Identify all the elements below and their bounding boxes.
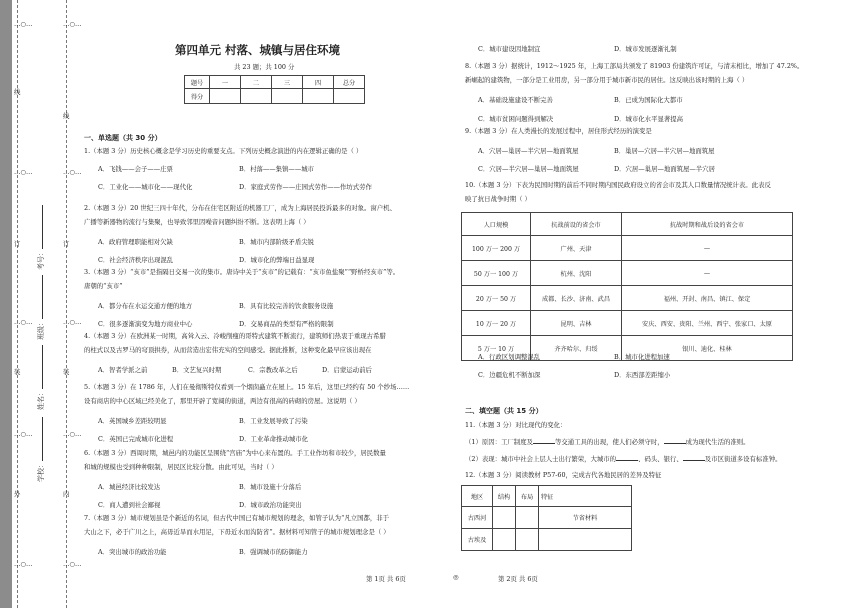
table-header: 特征: [539, 486, 632, 507]
table-row: [462, 311, 793, 336]
option[interactable]: C．城市贫困问题得到解决: [478, 115, 554, 123]
table-header: 结构: [493, 486, 516, 507]
outer-mark: …○…: [14, 168, 33, 176]
outer-mark: 装: [14, 368, 21, 376]
question-3: [84, 265, 400, 328]
table-cell: 10 万一 20 万: [462, 311, 531, 336]
table-row: [462, 236, 793, 261]
table-cell: 古西河: [462, 507, 493, 529]
option[interactable]: A．都分布在水运交通方便的地方: [98, 302, 193, 310]
table-row: [462, 507, 632, 529]
table-cell: 广州、天津: [531, 236, 622, 261]
table-header-row: [462, 486, 632, 507]
question-text: 2.（本题 3 分）20 世纪三四十年代，分布在住宅区附近的机器工厂，成为上海居民投诉最多的对象。窗户机、: [84, 204, 396, 212]
exam-number-field[interactable]: 考号：: [36, 205, 46, 270]
question-text: 大山之下，必于广川之上，高毋近旱而水用足，下毋近水而沟防省”。据材料可知管子的城市规划理念是（ ）: [84, 528, 390, 536]
option[interactable]: D．工业革命推动城市化: [239, 435, 309, 443]
question-text: 映了抗日战争时期（ ）: [465, 195, 531, 203]
inner-mark: 装: [63, 368, 70, 376]
name-field[interactable]: 姓名：: [36, 345, 46, 410]
question-text: 设有商店的中心区域已经美化了，那里开辟了宽阔的街道，两边有很高的砖砌的房屋。这说明（ ）: [84, 397, 361, 405]
score-col: 总分: [334, 76, 365, 89]
table-header: 地区: [462, 486, 493, 507]
question-1: [84, 144, 372, 191]
page-title: 第四单元 村落、城镇与居住环境: [175, 43, 341, 57]
score-table: [184, 75, 365, 104]
inner-mark: 订: [63, 240, 70, 248]
option[interactable]: A．飞钱——会子——庄票: [98, 165, 173, 173]
table-cell[interactable]: [539, 529, 632, 551]
table-cell: 昆明、吉林: [531, 311, 622, 336]
table-cell: —: [622, 236, 793, 261]
option[interactable]: D．家庭式劳作——庄园式劳作——作坊式劳作: [239, 183, 372, 191]
inner-mark: 内: [63, 490, 70, 498]
question-text: 新崛起的建筑物，一部分是工业用房，另一部分用于城市新市民的居住。这反映出该时期的上海（ ）: [465, 76, 749, 84]
outer-mark: …○…: [14, 20, 33, 28]
table-header: 人口规模: [462, 213, 531, 236]
answer-blank[interactable]: [683, 454, 705, 461]
question-text: 3.（本题 3 分）“亥市”是指隔日交易一次的集市。唐诗中关于“亥市”的记载有：“亥市鱼盐聚”“野桥经亥市”等。: [84, 268, 400, 276]
table-cell: 安庆、西安、贵阳、兰州、西宁、张家口、太原: [622, 311, 793, 336]
table-cell: 古埃及: [462, 529, 493, 551]
question-text: 10.（本题 3 分）下表为民国时期的前后不同时期内国民政府设立的省会市及其人口数量情况统计表。此表反: [465, 181, 771, 189]
question-text: 5.（本题 3 分）在 1786 年，人们在曼彻斯特仅看到一个烟囱矗立在屋上。15 年后，这里已经约有 50 个纱场……: [84, 383, 410, 391]
table-cell[interactable]: [516, 529, 539, 551]
table-cell: 100 万一 200 万: [462, 236, 531, 261]
outer-marks: [14, 0, 33, 608]
question-8: [465, 59, 804, 123]
question-9: [465, 124, 715, 173]
option[interactable]: D．启蒙运动前后: [322, 366, 372, 374]
table-cell[interactable]: [516, 507, 539, 529]
option[interactable]: A．英国城乡差距较明显: [98, 417, 167, 425]
option[interactable]: B．工业发展导致了污染: [239, 417, 308, 425]
table-row: [462, 529, 632, 551]
table-row: [462, 261, 793, 286]
option[interactable]: B．村落——集镇——城市: [239, 165, 314, 173]
score-cell[interactable]: [303, 89, 334, 104]
table-cell[interactable]: [493, 529, 516, 551]
binding-gutter: [0, 0, 12, 608]
section-heading: 二、填空题（共 15 分）: [465, 407, 543, 415]
option[interactable]: D．城市化水平显著提高: [614, 115, 684, 123]
option[interactable]: D．城市发展逐渐礼制: [614, 45, 677, 53]
center-mark: ◎: [453, 573, 459, 581]
option[interactable]: A．城邑经济比较发达: [98, 483, 161, 491]
table-cell: 节省材料: [539, 507, 632, 529]
option[interactable]: D．城市化的弊端日益显现: [239, 256, 315, 264]
option[interactable]: C．很多逐渐演变为地方商业中心: [98, 320, 193, 328]
question-text: 4.（本题 3 分）在欧洲某一时期，高耸入云、冷峻削瘦的哥特式建筑不断流行，建筑师们热衷于重现古希腊: [84, 332, 386, 340]
dwelling-table: [461, 485, 632, 551]
option[interactable]: D．穴居—巢居—地面筑屋—半穴居: [614, 165, 715, 173]
option[interactable]: C．商人遭到社会鄙视: [98, 501, 161, 509]
question-text: 12.（本题 3 分）阅读教材 P57-60，完成古代各地民居的差异及特征: [465, 471, 662, 479]
option[interactable]: D．城市政治功能突出: [239, 501, 302, 509]
option[interactable]: B．城市化进程加速: [614, 353, 670, 361]
outer-mark: 订: [14, 240, 21, 248]
outer-mark: 线: [14, 88, 21, 96]
score-row-label: 得分: [185, 89, 210, 104]
answer-blank[interactable]: [616, 454, 638, 461]
table-cell: 银川、迪化、桂林: [622, 336, 793, 361]
outer-mark: …○…: [14, 318, 33, 326]
inner-mark: …○…: [63, 430, 82, 438]
score-col: 三: [272, 76, 303, 89]
score-col: 题号: [185, 76, 210, 89]
option[interactable]: A．智者学派之前: [98, 366, 148, 374]
question-text: 广播等新器物的流行与集聚，也导致邻里因噪音问题纠纷不断。这表明上海（ ）: [84, 218, 310, 226]
option[interactable]: C．宗教改革之后: [248, 366, 298, 374]
option[interactable]: B．具有比较完善的饮食服务设施: [239, 302, 334, 310]
outer-mark: …○…: [14, 560, 33, 568]
option[interactable]: B．文艺复兴时期: [172, 366, 222, 374]
option[interactable]: D．东西部差距缩小: [614, 371, 671, 379]
table-header: 布局: [516, 486, 539, 507]
question-text: 唐朝的“亥市”: [84, 282, 123, 290]
question-text: 1.（本题 3 分）历史核心概念是学习历史的重要支点。下列历史概念演进的内在逻辑正确的是（ ）: [84, 147, 363, 155]
option[interactable]: A．突出城市的政治功能: [98, 548, 167, 556]
table-header: 抗战前设的省会市: [531, 213, 622, 236]
option[interactable]: B．城市设施十分落后: [239, 483, 302, 491]
table-cell: 成都、长沙、济南、武昌: [531, 286, 622, 311]
inner-mark: …○…: [63, 560, 82, 568]
inner-mark: 线: [63, 112, 70, 120]
option[interactable]: D．交易商品的类型有严格的限制: [239, 320, 334, 328]
option[interactable]: C．社会经济秩序出现混乱: [98, 256, 174, 264]
class-field[interactable]: 班级：: [36, 275, 46, 340]
option[interactable]: C．边疆危机不断加深: [478, 371, 541, 379]
answer-blank[interactable]: [533, 437, 555, 444]
score-col: 二: [241, 76, 272, 89]
option[interactable]: C．英国已完成城市化进程: [98, 435, 174, 443]
option[interactable]: B．巢居—穴居—半穴居—地面筑屋: [614, 147, 715, 155]
table-cell: 5 万一 10 万: [462, 336, 531, 361]
question-text: 和城的规模也受到种种限制，居民区比较分散。由此可见，当时（ ）: [84, 463, 278, 471]
question-text: 8.（本题 3 分）据统计，1912～1925 年，上海工部局共颁发了 81903 份建筑许可证，与清末相比，增加了 47.2%。: [465, 62, 804, 70]
page-number-left: 第 1页 共 6页: [366, 575, 406, 583]
question-5: [84, 380, 410, 443]
score-cell[interactable]: [272, 89, 303, 104]
option[interactable]: A．穴居—巢居—半穴居—地面筑屋: [478, 147, 579, 155]
option[interactable]: A．基础设施建设不断完善: [478, 96, 553, 104]
question-11-line-2: （2）表现：城市中社会上层人士出行繁荣，大城市的 、码头、银行、 及市区街道多设有标准钟。: [465, 455, 782, 463]
option[interactable]: C．工业化——城市化——现代化: [98, 183, 193, 191]
question-11-line-1: （1）原因：工厂制度及 等交通工具的出现，使人们必须守时， 成为现代生活的准则。: [465, 438, 750, 446]
score-cell[interactable]: [210, 89, 241, 104]
table-cell: 福州、开封、南昌、镇江、保定: [622, 286, 793, 311]
question-10: [465, 178, 771, 206]
score-cell[interactable]: [241, 89, 272, 104]
table-header: 抗战时期和战后设的省会市: [622, 213, 793, 236]
option[interactable]: A．政府管理职能相对欠缺: [98, 238, 173, 246]
table-header-row: [462, 213, 793, 236]
page-subtitle: 共 23 题；共 100 分: [234, 63, 295, 71]
inner-marks: [63, 0, 82, 608]
option[interactable]: C．穴居—半穴居—巢居—地面筑屋: [478, 165, 579, 173]
question-text: 的柱式以及古罗马的穹顶拱券，从而营造出宏伟充实的空间感受。据此推断，这种变化最早应该出现在: [84, 346, 372, 354]
population-table: [461, 212, 793, 361]
score-col: 一: [210, 76, 241, 89]
table-cell: 杭州、沈阳: [531, 261, 622, 286]
option[interactable]: B．已成为国际化大都市: [614, 96, 683, 104]
inner-mark: …○…: [63, 318, 82, 326]
question-6: [84, 446, 386, 509]
outer-mark: 外: [14, 490, 21, 498]
outer-mark: …○…: [14, 430, 33, 438]
question-text: 7.（本题 3 分）城市规划虽是个新近的名词，但古代中国已有城市规划的理念，如管子认为“凡立国都，非于: [84, 514, 390, 522]
page-number-right: 第 2页 共 6页: [498, 575, 538, 583]
table-cell: 50 万一 100 万: [462, 261, 531, 286]
question-2: [84, 201, 396, 264]
question-7: [84, 511, 390, 556]
question-text: 6.（本题 3 分）西周时期，城邑内的功能区呈围绕“宫庙”为中心来布置的。手工业作坊和市较少，居民数量: [84, 449, 386, 457]
answer-blank[interactable]: [664, 437, 686, 444]
table-row: [462, 286, 793, 311]
option[interactable]: C．城市建设因地制宜: [478, 45, 541, 53]
option[interactable]: B．强调城市的防御能力: [239, 548, 308, 556]
option[interactable]: B．城市内部阶级矛盾尖锐: [239, 238, 314, 246]
inner-mark: …○…: [63, 168, 82, 176]
table-cell: 齐齐哈尔、归绥: [531, 336, 622, 361]
section-heading: 一、单选题（共 30 分）: [84, 134, 162, 142]
score-col: 四: [303, 76, 334, 89]
question-4: [84, 329, 386, 374]
question-text: 11.（本题 3 分）对比现代的变化：: [465, 421, 567, 429]
option[interactable]: A．行政区划调整混乱: [478, 353, 541, 361]
inner-mark: …○…: [63, 20, 82, 28]
school-field[interactable]: 学校：: [36, 417, 46, 482]
table-cell: 20 万一 50 万: [462, 286, 531, 311]
question-text: 9.（本题 3 分）在人类漫长的发展过程中，居住形式经历的演变是: [465, 127, 652, 135]
score-cell[interactable]: [334, 89, 365, 104]
table-cell: —: [622, 261, 793, 286]
table-cell[interactable]: [493, 507, 516, 529]
